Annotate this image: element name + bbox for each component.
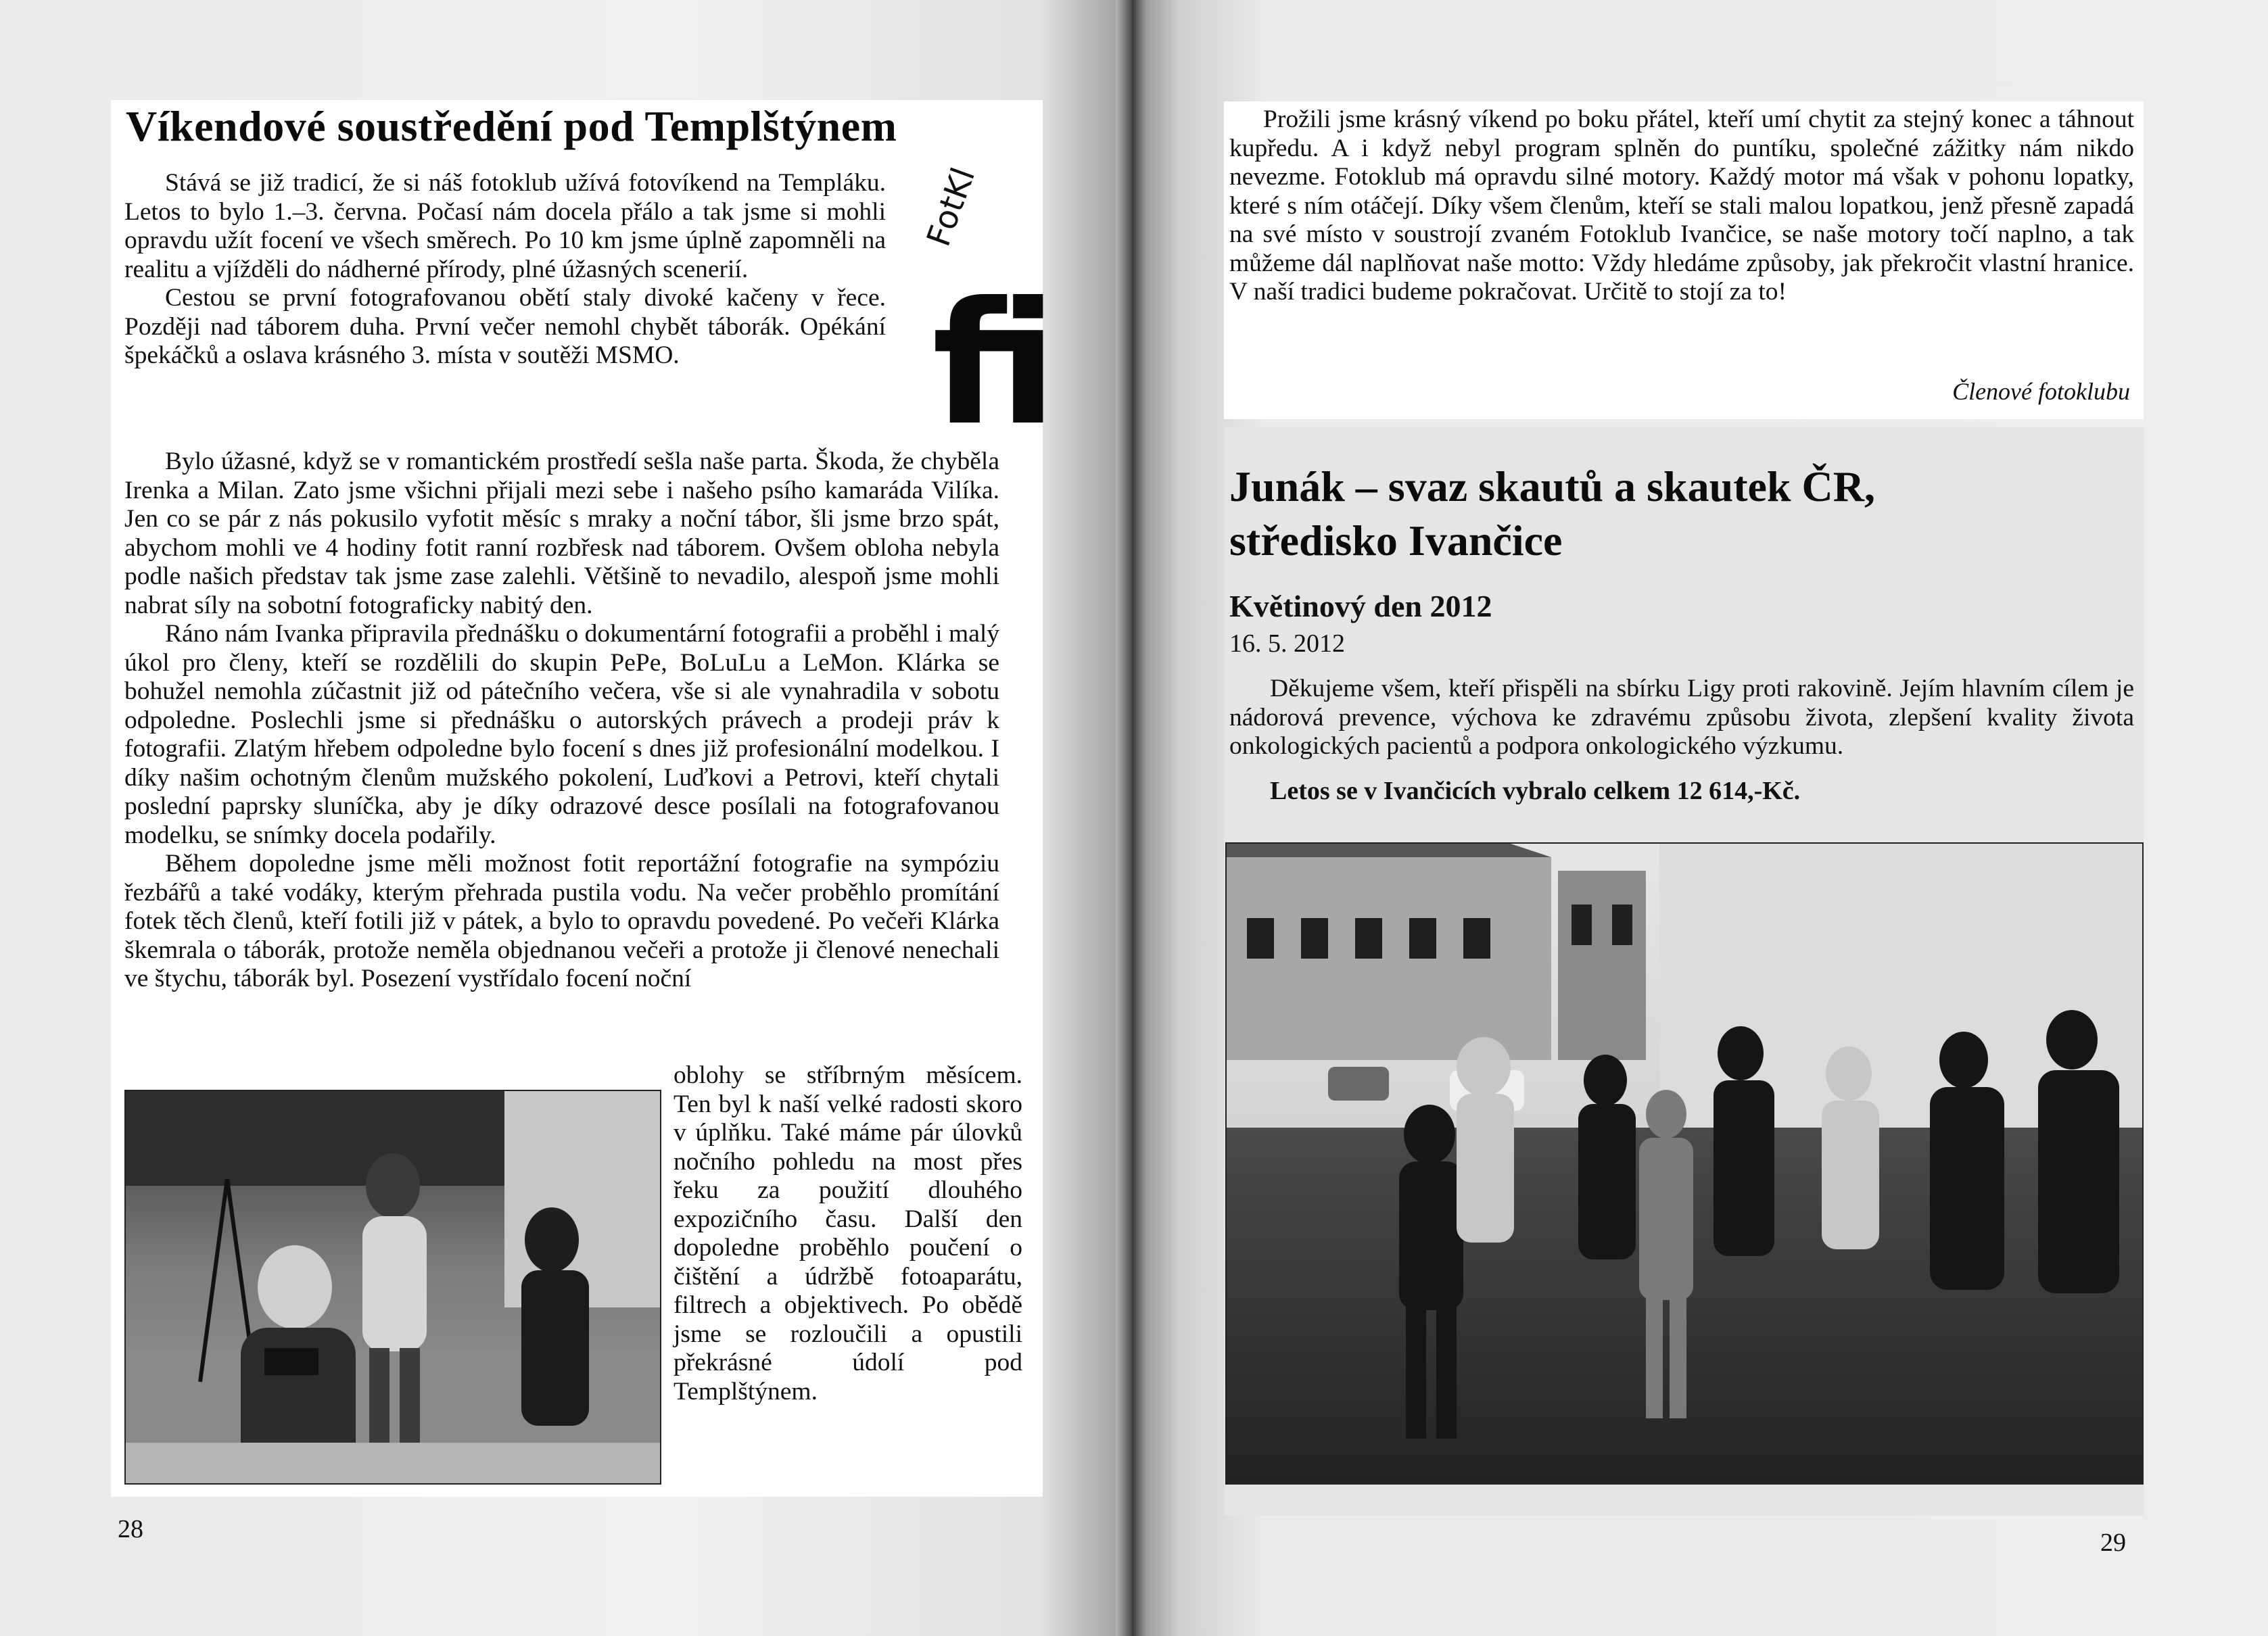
right-article-title (1229, 460, 2108, 568)
book-gutter (1116, 0, 1147, 1636)
paragraph: Ráno nám Ivanka připravila přednášku o dokumentární fotografii a proběhl i malý úkol pro členy, kteří se rozdělili do skupin PePe, BoLuLu a LeMon. Klárka se bohužel nemohla zúčastnit již od pátečního večera, vše si ale vynahradila v sobotu odpoledne. Poslechli jsme si přednášku o autorských právech a prodeji práv k fotografii. Zlatým hřebem odpoledne bylo focení s dnes již profesionální modelkou. I díky našim ochotným členům mužského pokolení, Luďkovi a Petrovi, kteří chytali poslední paprsky sluníčka, aby je díky odrazové desce posílali na fotografovanou modelku, se snímky docela podařily. (124, 620, 1000, 849)
paragraph: Prožili jsme krásný víkend po boku přátel, kteří umí chytit za stejný konec a táhnout kupředu. A i když nebyl program splněn do puntíku, společné zážitky nám nikdo nevezme. Fotoklub má opravdu silné motory. Každý motor má však v pohonu lopatky, které s ním otáčejí. Díky všem členům, kteří se stali malou lopatkou, jenž přesně zapadá na své místo v soustrojí zvaném Fotoklub Ivančice, se naše motory točí naplno, a tak můžeme dál naplňovat naše motto: Vždy hledáme způsoby, jak překročit vlastní hranice. V naší tradici budeme pokračovat. Určitě to stojí za to! (1229, 105, 2134, 306)
paragraph: oblohy se stříbrným měsícem. Ten byl k naší velké radosti skoro v úplňku. Také máme pár úlovků nočního pohledu na most přes řeku za použití dlouhého expozičního času. Další den dopoledne proběhlo poučení o čištění a údržbě fotoaparátu, filtrech a objektivech. Po obědě jsme se rozloučili a opustili překrásné údolí pod Templštýnem. (674, 1061, 1022, 1405)
paragraph: Stává se již tradicí, že si náš fotoklub užívá fotovíkend na Templáku. Letos to bylo 1.–3. června. Počasí nám docela přálo a tak jsme si mohli opravdu užít focení ve všech směrech. Po 10 km jsme úplně zapomněli na realitu a vjížděli do nádherné přírody, plné úžasných scenerií. (124, 169, 886, 283)
article-subtitle: Květinový den 2012 (1229, 589, 1492, 623)
title-line: Junák – svaz skautů a skautek ČR, (1229, 462, 1875, 510)
left-side-text (674, 1061, 1022, 1406)
left-intro-text (124, 169, 886, 370)
article-signature: Členové fotoklubu (1952, 378, 2130, 405)
collection-total: Letos se v Ivančicích vybralo celkem 12 614,-Kč. (1270, 777, 1801, 805)
photo-scouts-street (1225, 842, 2144, 1485)
left-main-text (124, 448, 999, 994)
logo-text-big: fi (932, 266, 1058, 462)
right-intro-text (1229, 105, 2134, 307)
paragraph: Během dopoledne jsme měli možnost fotit reportážní fotografie na sympóziu řezbářů a také vodáky, kterým přehrada pustila vodu. Na večer proběhlo promítání fotek těch členů, kteří fotili již v pátek, a bylo to opravdu povedené. Po večeři Klárka škemrala o táborák, protože neměla objednanou večeři a protože ji členové nenechali ve štychu, táborák byl. Posezení vystřídalo focení noční (124, 850, 999, 992)
paragraph: Bylo úžasné, když se v romantickém prostředí sešla naše parta. Škoda, že chyběla Irenka a Milan. Zato jsme všichni přijali mezi sebe i našeho psího kamaráda Vilíka. Jen co se pár z nás pokusilo vyfotit měsíc s mraky a noční tábor, šli jsme brzo spát, abychom mohli ve 4 hodiny fotit ranní rozbřesk nad táborem. Ovšem obloha nebyla podle našich představ tak jsme zase zalehli. Většině to nevadilo, alespoň jsme mohli nabrat síly na sobotní fotograficky nabitý den. (124, 448, 999, 619)
page-number-left: 28 (118, 1515, 143, 1543)
title-line: středisko Ivančice (1229, 516, 1563, 564)
paragraph: Děkujeme všem, kteří přispěli na sbírku Ligy proti rakovině. Jejím hlavním cílem je nádorová prevence, výchova ke zdravému způsobu života, zlepšení kvality života onkologických pacientů a podpora onkologického výzkumu. (1229, 675, 2134, 760)
logo-text-top: FotKl (919, 162, 983, 251)
page-number-right: 29 (2100, 1529, 2126, 1557)
photo-fotoklub-outdoor (124, 1090, 661, 1485)
paragraph: Cestou se první fotografovanou obětí staly divoké kačeny v řece. Později nad táborem duha. První večer nemohl chybět táborák. Opékání špekáčků a oslava krásného 3. místa v soutěži MSMO. (124, 284, 886, 369)
article-date: 16. 5. 2012 (1229, 629, 1345, 658)
left-article-title: Víkendové soustředění pod Templštýnem (126, 102, 897, 150)
right-body-text (1229, 675, 2134, 761)
fotoklub-logo (913, 155, 1058, 462)
